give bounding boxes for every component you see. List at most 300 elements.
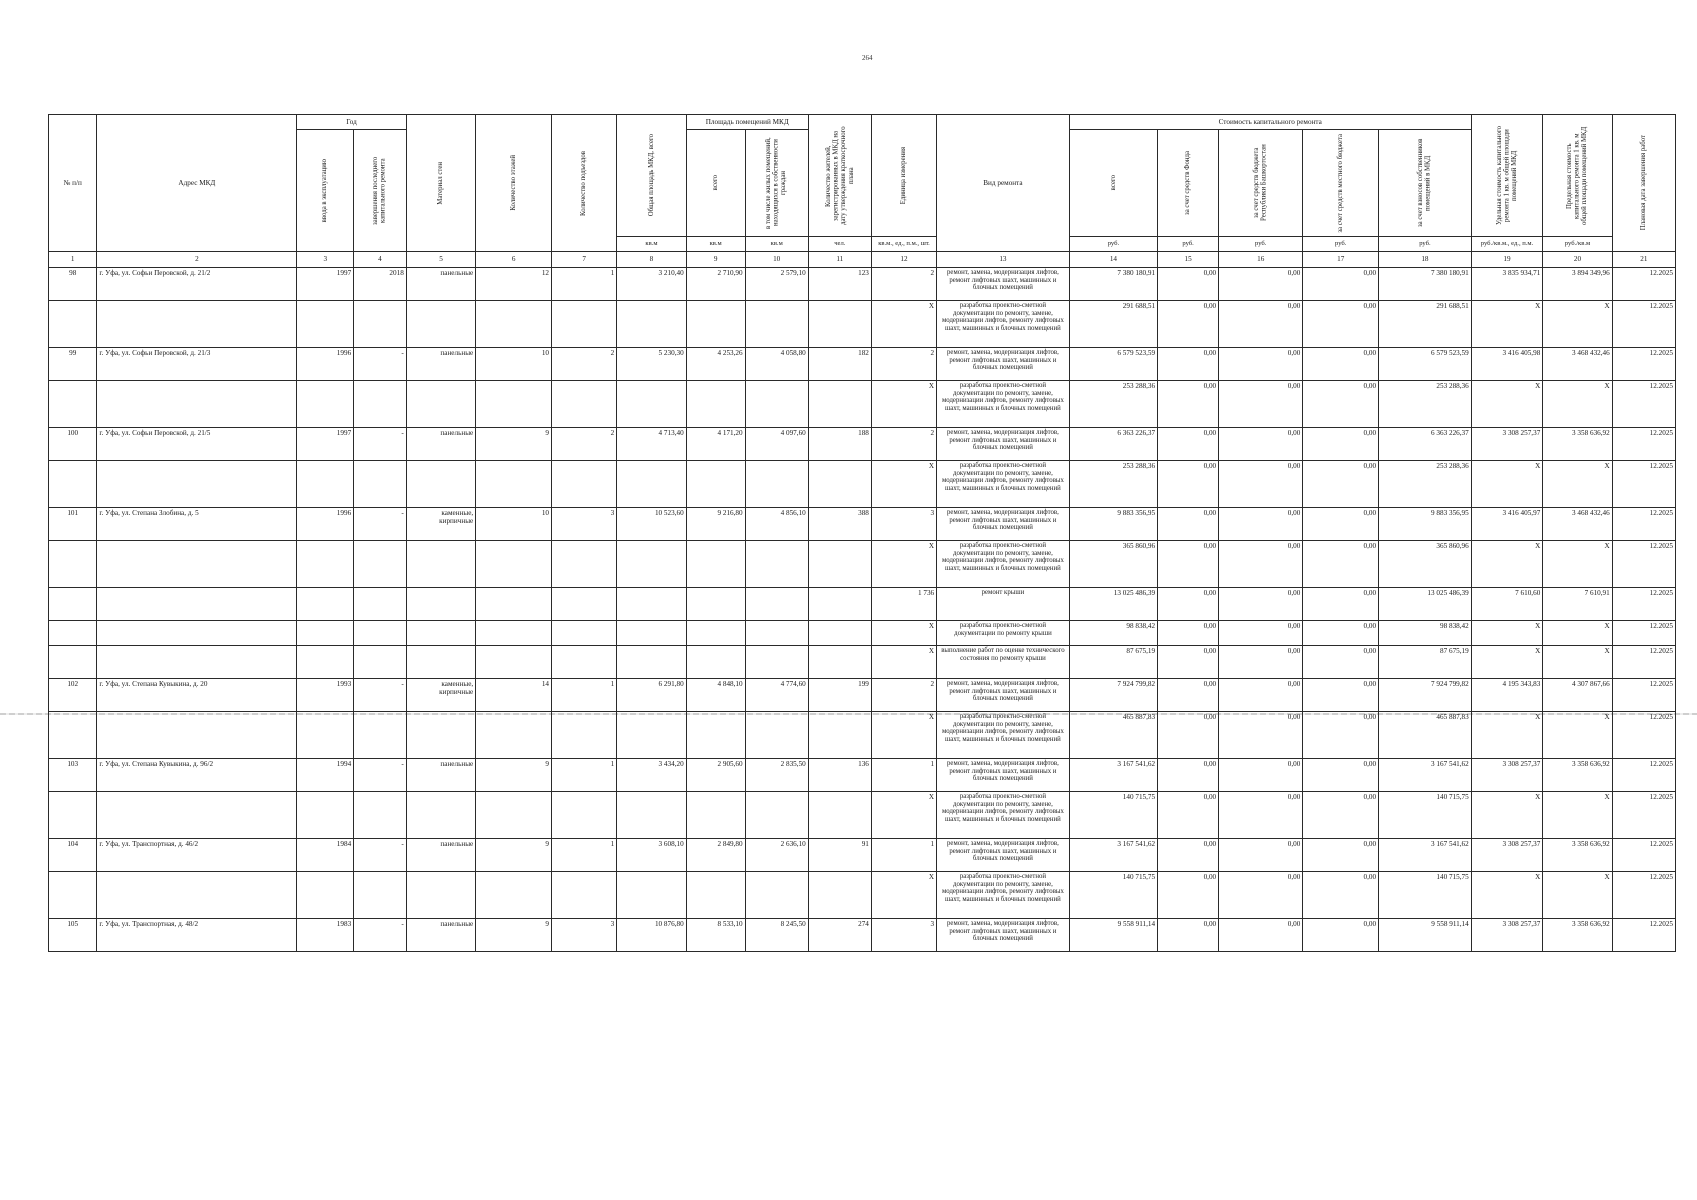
cell-address: г. Уфа, ул. Степана Кувыкина, д. 20 bbox=[97, 679, 297, 712]
cell-area-all bbox=[686, 621, 745, 646]
unit-area-paid: кв.м bbox=[745, 237, 808, 252]
cell-year-built bbox=[297, 588, 354, 621]
cell-year-repair bbox=[354, 621, 407, 646]
cell-limit-cost: X bbox=[1543, 621, 1612, 646]
table-row bbox=[49, 268, 1676, 301]
cell-unit: X bbox=[871, 792, 936, 839]
cell-republic: 0,00 bbox=[1219, 508, 1303, 541]
cell-local: 0,00 bbox=[1303, 792, 1379, 839]
cell-address bbox=[97, 712, 297, 759]
cell-year-built bbox=[297, 872, 354, 919]
cell-address bbox=[97, 301, 297, 348]
cell-work: ремонт, замена, модернизация лифтов, ремонт лифтовых шахт, машинных и блочных помещений bbox=[937, 508, 1070, 541]
cell-local: 0,00 bbox=[1303, 646, 1379, 679]
cell-floors bbox=[476, 646, 552, 679]
cell-total-area bbox=[617, 792, 686, 839]
cell-cost-total: 140 715,75 bbox=[1069, 872, 1157, 919]
cell-local: 0,00 bbox=[1303, 679, 1379, 712]
table-row bbox=[49, 541, 1676, 588]
cell-republic: 0,00 bbox=[1219, 268, 1303, 301]
header-republic: за счет средств бюджета Республики Башкортостан bbox=[1219, 130, 1303, 237]
header-address: Адрес МКД bbox=[97, 115, 297, 252]
cell-entrances bbox=[552, 872, 617, 919]
cell-limit-cost: X bbox=[1543, 872, 1612, 919]
cell-address bbox=[97, 381, 297, 428]
cell-area-all: 8 533,10 bbox=[686, 919, 745, 952]
cell-area-paid bbox=[745, 621, 808, 646]
cell-year-built bbox=[297, 646, 354, 679]
cell-total-area: 3 210,40 bbox=[617, 268, 686, 301]
cell-floors bbox=[476, 541, 552, 588]
cell-local: 0,00 bbox=[1303, 381, 1379, 428]
cell-area-paid: 2 835,50 bbox=[745, 759, 808, 792]
cell-total-area bbox=[617, 541, 686, 588]
cell-entrances bbox=[552, 588, 617, 621]
cell-unit-cost: 3 308 257,37 bbox=[1471, 759, 1543, 792]
table-row bbox=[49, 872, 1676, 919]
cell-work: разработка проектно-сметной документации по ремонту, замене, модернизации лифтов, ремонту лифтовых шахт, машинных и блочных помещений bbox=[937, 712, 1070, 759]
table-row bbox=[49, 588, 1676, 621]
cell-unit: 2 bbox=[871, 428, 936, 461]
cell-total-area: 10 876,80 bbox=[617, 919, 686, 952]
cell-entrances: 3 bbox=[552, 919, 617, 952]
table-body bbox=[49, 252, 1676, 952]
cell-owners: 7 380 180,91 bbox=[1379, 268, 1472, 301]
unit-unit-cost: руб./кв.м., ед., п.м. bbox=[1471, 237, 1543, 252]
unit-cost-total: руб. bbox=[1069, 237, 1157, 252]
cell-area-paid bbox=[745, 588, 808, 621]
cell-limit-cost: 7 610,91 bbox=[1543, 588, 1612, 621]
cell-total-area: 5 230,30 bbox=[617, 348, 686, 381]
cell-local: 0,00 bbox=[1303, 508, 1379, 541]
cell-deadline: 12.2025 bbox=[1612, 646, 1675, 679]
cell-address bbox=[97, 621, 297, 646]
cell-republic: 0,00 bbox=[1219, 712, 1303, 759]
cell-year-built bbox=[297, 461, 354, 508]
cell-area-all bbox=[686, 872, 745, 919]
cell-residents: 274 bbox=[808, 919, 871, 952]
cell-entrances: 2 bbox=[552, 348, 617, 381]
cell-num: 98 bbox=[49, 268, 97, 301]
cell-year-repair: - bbox=[354, 348, 407, 381]
column-number: 14 bbox=[1069, 252, 1157, 268]
cell-wall: панельные bbox=[406, 759, 475, 792]
cell-local: 0,00 bbox=[1303, 588, 1379, 621]
cell-work: ремонт, замена, модернизация лифтов, ремонт лифтовых шахт, машинных и блочных помещений bbox=[937, 268, 1070, 301]
cell-area-paid bbox=[745, 541, 808, 588]
cell-floors bbox=[476, 792, 552, 839]
cell-year-built bbox=[297, 792, 354, 839]
cell-year-built bbox=[297, 541, 354, 588]
cell-limit-cost: X bbox=[1543, 301, 1612, 348]
cell-cost-total: 3 167 541,62 bbox=[1069, 759, 1157, 792]
cell-address bbox=[97, 541, 297, 588]
cell-floors bbox=[476, 301, 552, 348]
cell-unit: X bbox=[871, 646, 936, 679]
cell-address bbox=[97, 872, 297, 919]
cell-republic: 0,00 bbox=[1219, 919, 1303, 952]
cell-year-built bbox=[297, 712, 354, 759]
header-total-area: Общая площадь МКД, всего bbox=[617, 115, 686, 237]
cell-area-paid bbox=[745, 872, 808, 919]
cell-area-all: 4 253,26 bbox=[686, 348, 745, 381]
cell-fund: 0,00 bbox=[1158, 839, 1219, 872]
capital-repair-table bbox=[48, 114, 1676, 952]
cell-owners: 3 167 541,62 bbox=[1379, 759, 1472, 792]
cell-num bbox=[49, 541, 97, 588]
cell-unit: X bbox=[871, 872, 936, 919]
cell-residents bbox=[808, 621, 871, 646]
cell-local: 0,00 bbox=[1303, 759, 1379, 792]
cell-total-area bbox=[617, 588, 686, 621]
cell-republic: 0,00 bbox=[1219, 759, 1303, 792]
cell-total-area bbox=[617, 381, 686, 428]
cell-work: ремонт, замена, модернизация лифтов, ремонт лифтовых шахт, машинных и блочных помещений bbox=[937, 759, 1070, 792]
cell-total-area: 10 523,60 bbox=[617, 508, 686, 541]
header-year-commission: ввода в эксплуатацию bbox=[297, 130, 354, 252]
cell-floors bbox=[476, 461, 552, 508]
cell-deadline: 12.2025 bbox=[1612, 919, 1675, 952]
cell-owners: 465 887,83 bbox=[1379, 712, 1472, 759]
cell-total-area bbox=[617, 872, 686, 919]
cell-republic: 0,00 bbox=[1219, 428, 1303, 461]
cell-local: 0,00 bbox=[1303, 428, 1379, 461]
header-work: Вид ремонта bbox=[937, 115, 1070, 252]
unit-fund: руб. bbox=[1158, 237, 1219, 252]
cell-fund: 0,00 bbox=[1158, 541, 1219, 588]
column-number: 2 bbox=[97, 252, 297, 268]
cell-floors bbox=[476, 872, 552, 919]
cell-limit-cost: X bbox=[1543, 381, 1612, 428]
cell-residents: 388 bbox=[808, 508, 871, 541]
column-number: 6 bbox=[476, 252, 552, 268]
cell-limit-cost: 3 358 636,92 bbox=[1543, 428, 1612, 461]
cell-entrances: 3 bbox=[552, 508, 617, 541]
cell-cost-total: 291 688,51 bbox=[1069, 301, 1157, 348]
cell-area-all bbox=[686, 792, 745, 839]
cell-cost-total: 7 380 180,91 bbox=[1069, 268, 1157, 301]
page-number: 264 bbox=[862, 54, 873, 62]
cell-year-built bbox=[297, 381, 354, 428]
header-owners: за счет взносов собственников помещений в МКД bbox=[1379, 130, 1472, 237]
header-fund: за счет средств Фонда bbox=[1158, 130, 1219, 237]
cell-republic: 0,00 bbox=[1219, 541, 1303, 588]
unit-owners: руб. bbox=[1379, 237, 1472, 252]
cell-work: ремонт, замена, модернизация лифтов, ремонт лифтовых шахт, машинных и блочных помещений bbox=[937, 348, 1070, 381]
cell-limit-cost: 3 358 636,92 bbox=[1543, 919, 1612, 952]
cell-num bbox=[49, 792, 97, 839]
cell-address: г. Уфа, ул. Степана Злобина, д. 5 bbox=[97, 508, 297, 541]
cell-unit-cost: 3 416 405,98 bbox=[1471, 348, 1543, 381]
cell-year-built: 1996 bbox=[297, 508, 354, 541]
cell-cost-total: 465 887,83 bbox=[1069, 712, 1157, 759]
cell-total-area bbox=[617, 646, 686, 679]
cell-residents bbox=[808, 301, 871, 348]
cell-work: разработка проектно-сметной документации по ремонту крыши bbox=[937, 621, 1070, 646]
cell-fund: 0,00 bbox=[1158, 872, 1219, 919]
cell-republic: 0,00 bbox=[1219, 839, 1303, 872]
cell-cost-total: 9 883 356,95 bbox=[1069, 508, 1157, 541]
cell-owners: 13 025 486,39 bbox=[1379, 588, 1472, 621]
cell-entrances bbox=[552, 621, 617, 646]
cell-num: 105 bbox=[49, 919, 97, 952]
cell-num bbox=[49, 621, 97, 646]
table-row bbox=[49, 461, 1676, 508]
column-number: 19 bbox=[1471, 252, 1543, 268]
table-row bbox=[49, 679, 1676, 712]
cell-area-paid bbox=[745, 461, 808, 508]
cell-unit: X bbox=[871, 621, 936, 646]
cell-floors: 9 bbox=[476, 428, 552, 461]
cell-unit: 2 bbox=[871, 348, 936, 381]
cell-total-area bbox=[617, 712, 686, 759]
cell-deadline: 12.2025 bbox=[1612, 792, 1675, 839]
cell-entrances: 1 bbox=[552, 759, 617, 792]
cell-fund: 0,00 bbox=[1158, 348, 1219, 381]
column-number: 1 bbox=[49, 252, 97, 268]
cell-fund: 0,00 bbox=[1158, 301, 1219, 348]
cell-wall bbox=[406, 872, 475, 919]
cell-year-repair bbox=[354, 381, 407, 428]
cell-local: 0,00 bbox=[1303, 712, 1379, 759]
table-row bbox=[49, 792, 1676, 839]
cell-entrances bbox=[552, 712, 617, 759]
cell-residents bbox=[808, 872, 871, 919]
cell-year-repair bbox=[354, 792, 407, 839]
cell-unit-cost: 3 308 257,37 bbox=[1471, 428, 1543, 461]
cell-address: г. Уфа, ул. Транспортная, д. 46/2 bbox=[97, 839, 297, 872]
cell-num: 104 bbox=[49, 839, 97, 872]
cell-area-all: 4 171,20 bbox=[686, 428, 745, 461]
cell-area-all: 2 849,80 bbox=[686, 839, 745, 872]
cell-republic: 0,00 bbox=[1219, 461, 1303, 508]
column-number: 10 bbox=[745, 252, 808, 268]
cell-wall: каменные, кирпичные bbox=[406, 508, 475, 541]
header-unit-cost: Удельная стоимость капитального ремонта 1 кв. м общей площади помещений МКД bbox=[1471, 115, 1543, 237]
cell-work: ремонт, замена, модернизация лифтов, ремонт лифтовых шахт, машинных и блочных помещений bbox=[937, 428, 1070, 461]
table-row bbox=[49, 508, 1676, 541]
cell-work: разработка проектно-сметной документации по ремонту, замене, модернизации лифтов, ремонту лифтовых шахт, машинных и блочных помещений bbox=[937, 461, 1070, 508]
cell-wall: панельные bbox=[406, 348, 475, 381]
cell-cost-total: 365 860,96 bbox=[1069, 541, 1157, 588]
cell-num: 102 bbox=[49, 679, 97, 712]
column-number: 15 bbox=[1158, 252, 1219, 268]
cell-owners: 7 924 799,82 bbox=[1379, 679, 1472, 712]
cell-work: выполнение работ по оценке технического состояния по ремонту крыши bbox=[937, 646, 1070, 679]
cell-wall: панельные bbox=[406, 919, 475, 952]
column-number: 11 bbox=[808, 252, 871, 268]
table-row bbox=[49, 428, 1676, 461]
cell-local: 0,00 bbox=[1303, 839, 1379, 872]
cell-floors bbox=[476, 621, 552, 646]
cell-cost-total: 87 675,19 bbox=[1069, 646, 1157, 679]
cell-year-repair bbox=[354, 712, 407, 759]
cell-fund: 0,00 bbox=[1158, 508, 1219, 541]
cell-unit-cost: X bbox=[1471, 381, 1543, 428]
cell-year-repair bbox=[354, 301, 407, 348]
cell-year-repair: - bbox=[354, 508, 407, 541]
cell-republic: 0,00 bbox=[1219, 621, 1303, 646]
cell-republic: 0,00 bbox=[1219, 348, 1303, 381]
cell-limit-cost: X bbox=[1543, 461, 1612, 508]
cell-year-repair: - bbox=[354, 679, 407, 712]
column-number: 4 bbox=[354, 252, 407, 268]
cell-year-built: 1994 bbox=[297, 759, 354, 792]
cell-owners: 98 838,42 bbox=[1379, 621, 1472, 646]
column-number: 16 bbox=[1219, 252, 1303, 268]
cell-work: разработка проектно-сметной документации по ремонту, замене, модернизации лифтов, ремонту лифтовых шахт, машинных и блочных помещений bbox=[937, 541, 1070, 588]
header-area-group: Площадь помещений МКД bbox=[686, 115, 808, 130]
cell-area-paid bbox=[745, 712, 808, 759]
cell-num: 101 bbox=[49, 508, 97, 541]
cell-owners: 140 715,75 bbox=[1379, 872, 1472, 919]
cell-limit-cost: 4 307 867,66 bbox=[1543, 679, 1612, 712]
cell-owners: 6 363 226,37 bbox=[1379, 428, 1472, 461]
cell-area-all: 2 710,90 bbox=[686, 268, 745, 301]
cell-deadline: 12.2025 bbox=[1612, 348, 1675, 381]
cell-floors: 12 bbox=[476, 268, 552, 301]
column-number: 8 bbox=[617, 252, 686, 268]
cell-year-built: 1997 bbox=[297, 428, 354, 461]
cell-residents: 182 bbox=[808, 348, 871, 381]
cell-num: 100 bbox=[49, 428, 97, 461]
cell-work: ремонт, замена, модернизация лифтов, ремонт лифтовых шахт, машинных и блочных помещений bbox=[937, 919, 1070, 952]
cell-owners: 6 579 523,59 bbox=[1379, 348, 1472, 381]
cell-year-repair: - bbox=[354, 919, 407, 952]
cell-area-paid bbox=[745, 301, 808, 348]
cell-unit-cost: X bbox=[1471, 461, 1543, 508]
cell-deadline: 12.2025 bbox=[1612, 839, 1675, 872]
table-row bbox=[49, 919, 1676, 952]
column-numbers-row bbox=[49, 252, 1676, 268]
cell-wall bbox=[406, 541, 475, 588]
cell-work: разработка проектно-сметной документации по ремонту, замене, модернизации лифтов, ремонту лифтовых шахт, машинных и блочных помещений bbox=[937, 872, 1070, 919]
cell-deadline: 12.2025 bbox=[1612, 759, 1675, 792]
cell-fund: 0,00 bbox=[1158, 712, 1219, 759]
cell-num bbox=[49, 712, 97, 759]
cell-cost-total: 13 025 486,39 bbox=[1069, 588, 1157, 621]
cell-owners: 291 688,51 bbox=[1379, 301, 1472, 348]
cell-address: г. Уфа, ул. Транспортная, д. 48/2 bbox=[97, 919, 297, 952]
cell-deadline: 12.2025 bbox=[1612, 301, 1675, 348]
header-year-group: Год bbox=[297, 115, 406, 130]
cell-work: ремонт, замена, модернизация лифтов, ремонт лифтовых шахт, машинных и блочных помещений bbox=[937, 679, 1070, 712]
cell-floors bbox=[476, 588, 552, 621]
cell-fund: 0,00 bbox=[1158, 679, 1219, 712]
header-area-total: всего bbox=[686, 130, 745, 237]
cell-num bbox=[49, 461, 97, 508]
cell-deadline: 12.2025 bbox=[1612, 872, 1675, 919]
cell-area-all bbox=[686, 381, 745, 428]
cell-unit-cost: X bbox=[1471, 792, 1543, 839]
cell-floors: 9 bbox=[476, 759, 552, 792]
cell-owners: 9 558 911,14 bbox=[1379, 919, 1472, 952]
cell-year-repair bbox=[354, 541, 407, 588]
cell-address bbox=[97, 792, 297, 839]
cell-limit-cost: X bbox=[1543, 646, 1612, 679]
cell-unit: X bbox=[871, 301, 936, 348]
header-unit: Единица измерения bbox=[871, 115, 936, 237]
cell-area-all bbox=[686, 712, 745, 759]
header-num: № п/п bbox=[49, 115, 97, 252]
cell-cost-total: 9 558 911,14 bbox=[1069, 919, 1157, 952]
cell-local: 0,00 bbox=[1303, 348, 1379, 381]
cell-area-paid: 2 579,10 bbox=[745, 268, 808, 301]
cell-address: г. Уфа, ул. Софьи Перовской, д. 21/2 bbox=[97, 268, 297, 301]
cell-cost-total: 140 715,75 bbox=[1069, 792, 1157, 839]
cell-year-built: 1997 bbox=[297, 268, 354, 301]
cell-owners: 253 288,36 bbox=[1379, 461, 1472, 508]
cell-local: 0,00 bbox=[1303, 461, 1379, 508]
cell-deadline: 12.2025 bbox=[1612, 381, 1675, 428]
cell-area-all: 2 905,60 bbox=[686, 759, 745, 792]
unit-local: руб. bbox=[1303, 237, 1379, 252]
cell-year-built bbox=[297, 621, 354, 646]
cell-address: г. Уфа, ул. Степана Кувыкина, д. 96/2 bbox=[97, 759, 297, 792]
cell-unit-cost: X bbox=[1471, 621, 1543, 646]
cell-area-paid bbox=[745, 381, 808, 428]
cell-limit-cost: 3 468 432,46 bbox=[1543, 348, 1612, 381]
cell-deadline: 12.2025 bbox=[1612, 679, 1675, 712]
header-floors: Количество этажей bbox=[476, 115, 552, 252]
cell-republic: 0,00 bbox=[1219, 381, 1303, 428]
cell-year-built: 1996 bbox=[297, 348, 354, 381]
column-number: 20 bbox=[1543, 252, 1612, 268]
cell-republic: 0,00 bbox=[1219, 679, 1303, 712]
cell-unit: X bbox=[871, 712, 936, 759]
table-row bbox=[49, 381, 1676, 428]
cell-total-area: 4 713,40 bbox=[617, 428, 686, 461]
cell-deadline: 12.2025 bbox=[1612, 712, 1675, 759]
cell-unit: 1 bbox=[871, 759, 936, 792]
column-number: 21 bbox=[1612, 252, 1675, 268]
cell-total-area bbox=[617, 621, 686, 646]
unit-total-area: кв.м bbox=[617, 237, 686, 252]
cell-deadline: 12.2025 bbox=[1612, 461, 1675, 508]
cell-area-all bbox=[686, 461, 745, 508]
cell-local: 0,00 bbox=[1303, 301, 1379, 348]
cell-unit: 1 736 bbox=[871, 588, 936, 621]
table-row bbox=[49, 839, 1676, 872]
cell-residents bbox=[808, 588, 871, 621]
cell-fund: 0,00 bbox=[1158, 381, 1219, 428]
cell-entrances bbox=[552, 381, 617, 428]
table-row bbox=[49, 621, 1676, 646]
cell-total-area: 3 608,10 bbox=[617, 839, 686, 872]
cell-republic: 0,00 bbox=[1219, 792, 1303, 839]
cell-wall bbox=[406, 461, 475, 508]
cell-floors bbox=[476, 381, 552, 428]
cell-address bbox=[97, 461, 297, 508]
cell-wall bbox=[406, 792, 475, 839]
cell-fund: 0,00 bbox=[1158, 646, 1219, 679]
cell-owners: 87 675,19 bbox=[1379, 646, 1472, 679]
unit-area-total: кв.м bbox=[686, 237, 745, 252]
cell-owners: 365 860,96 bbox=[1379, 541, 1472, 588]
cell-cost-total: 6 363 226,37 bbox=[1069, 428, 1157, 461]
cell-cost-total: 3 167 541,62 bbox=[1069, 839, 1157, 872]
cell-year-built: 1983 bbox=[297, 919, 354, 952]
cell-residents bbox=[808, 792, 871, 839]
cell-residents bbox=[808, 712, 871, 759]
cell-cost-total: 253 288,36 bbox=[1069, 381, 1157, 428]
table-row bbox=[49, 646, 1676, 679]
cell-address: г. Уфа, ул. Софьи Перовской, д. 21/3 bbox=[97, 348, 297, 381]
cell-fund: 0,00 bbox=[1158, 461, 1219, 508]
cell-fund: 0,00 bbox=[1158, 792, 1219, 839]
cell-wall: панельные bbox=[406, 428, 475, 461]
cell-num bbox=[49, 588, 97, 621]
